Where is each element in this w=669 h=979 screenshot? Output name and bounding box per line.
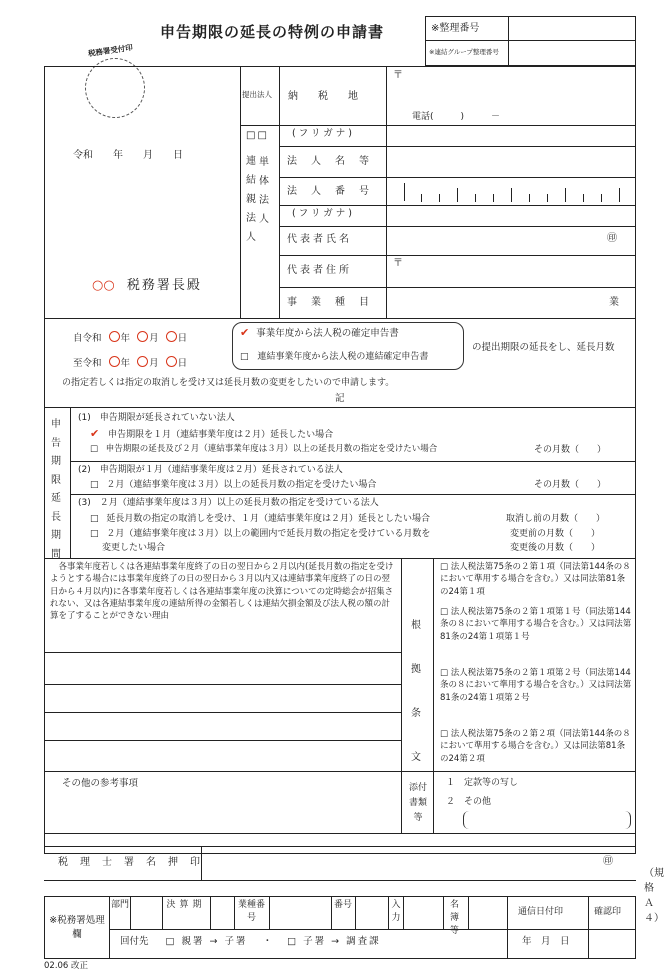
address-label: 納 税 地: [288, 91, 363, 102]
date-line: 令和 年 月 日: [73, 150, 183, 161]
s3-b-before: 変更前の月数（ ）: [510, 529, 601, 539]
reason-field[interactable]: [48, 655, 398, 769]
s3-a-months: 取消し前の月数（ ）: [506, 514, 606, 524]
other-label: その他の参考事項: [62, 778, 139, 789]
s1-title: (1) 申告期限が延長されていない法人: [78, 413, 235, 423]
corp-number-label: 法 人 番 号: [287, 186, 371, 197]
to-month-mark: [137, 356, 148, 367]
s2-a-months: その月数（ ）: [534, 480, 607, 490]
single-corp-checkbox[interactable]: □: [246, 130, 256, 141]
option-1[interactable]: ✔ 事業年度から法人税の確定申告書: [240, 326, 399, 339]
receipt-stamp-label: 税務署受付印: [87, 42, 134, 59]
consol-corp-checkbox[interactable]: □: [257, 130, 267, 141]
s3-title: (3) ２月（連結事業年度は３月）以上の延長月数の指定を受けている法人: [78, 498, 379, 508]
basis-label: 根拠条文: [411, 620, 421, 763]
route-line: 回付先 □ 親署 → 子署 ・ □ 子署 → 調査課: [120, 936, 381, 947]
from-month-mark: [137, 331, 148, 342]
tax-accountant-seal: ㊞: [603, 856, 613, 867]
rep-name-label: 代表者氏名: [287, 234, 352, 245]
option-2[interactable]: □ 連結事業年度から法人税の連結確定申告書: [240, 352, 429, 362]
extension-side-label: 申告期限延長期間: [51, 419, 61, 560]
business-label: 事 業 種 目: [287, 297, 371, 308]
s1-b-months: その月数（ ）: [534, 445, 607, 455]
office-marks: ○○: [92, 278, 115, 293]
s2-a-box[interactable]: □: [90, 480, 99, 490]
to-year-mark: [109, 356, 120, 367]
period-from: 自令和 年 月 日: [73, 333, 188, 344]
seal-mark-1: ㊞: [607, 233, 617, 244]
form-title: 申告期限の延長の特例の申請書: [160, 23, 385, 41]
office-date: 年 月 日: [522, 936, 570, 947]
s3-b-line2: 変更したい場合: [102, 543, 166, 553]
single-consol-checkboxes: [246, 130, 267, 141]
postal-mark-1: 〒: [393, 70, 403, 81]
route-option-2[interactable]: □ 子署 → 調査課: [287, 936, 381, 947]
col-kessanki: 決算期: [166, 900, 206, 910]
col-meibo: 名簿等: [449, 900, 462, 936]
ref-seiri-field[interactable]: [510, 18, 634, 39]
to-day-mark: [166, 356, 177, 367]
from-day-mark: [166, 331, 177, 342]
period-to: 至令和 年 月 日: [73, 358, 188, 369]
business-field[interactable]: [390, 289, 605, 316]
office-label: 税務署長殿: [126, 278, 202, 293]
basis-item-1[interactable]: □ 法人税法第75条の２第１項（同法第144条の８において準用する場合を含む。）又は同法第81条の24第１項: [440, 562, 631, 597]
corp-number-field[interactable]: [400, 180, 630, 204]
s1-a-check[interactable]: ✔: [90, 427, 100, 440]
attach-label: 添付書類等: [408, 783, 427, 823]
corp-name-label: 法 人 名 等: [287, 156, 371, 167]
s3-option-a[interactable]: □ 延長月数の指定の取消しを受け、１月（連結事業年度は２月）延長としたい場合: [90, 514, 431, 524]
option-1-check[interactable]: ✔: [240, 326, 250, 339]
ref-group-label: ※連結グループ整理番号: [429, 48, 499, 56]
single-corp-label: 単体法人: [259, 157, 269, 225]
col-bango: 番号: [333, 900, 352, 910]
basis-item-2[interactable]: □ 法人税法第75条の２第１項第１号（同法第144条の８において準用する場合を含む。）又は同法第81条の24第１項第１号: [440, 607, 632, 642]
basis-item-3[interactable]: □ 法人税法第75条の２第１項第２号（同法第144条の８において準用する場合を含む。）又は同法第81条の24第１項第２号: [440, 668, 632, 703]
receipt-stamp-circle: [85, 58, 145, 118]
rep-address-field[interactable]: [405, 258, 630, 285]
ref-seiri-label: ※整理番号: [431, 23, 480, 34]
s1-b-box[interactable]: □: [90, 444, 99, 454]
route-option-1[interactable]: □ 親署 → 子署: [165, 936, 248, 947]
other-field[interactable]: [48, 792, 398, 830]
size-note: （規格Ａ４）: [644, 868, 664, 924]
rep-name-field[interactable]: [390, 228, 600, 253]
office-name: [92, 279, 202, 294]
col-gyoshu: 業種番号: [237, 900, 265, 923]
attach-other-field[interactable]: [463, 811, 631, 829]
revision-note: 02.06 改正: [44, 961, 89, 971]
s2-title: (2) 申告期限が１月（連結事業年度は２月）延長されている法人: [78, 465, 343, 475]
attach-2: ２ その他: [446, 797, 492, 807]
address-field[interactable]: [400, 80, 630, 108]
s1-option-b[interactable]: □ 申告期限の延長及び２月（連結事業年度は３月）以上の延長月数の指定を受けたい場合: [90, 444, 438, 454]
s3-a-box[interactable]: □: [90, 514, 99, 524]
business-suffix: 業: [609, 297, 619, 308]
postal-mark-2: 〒: [393, 258, 403, 269]
rep-address-label: 代表者住所: [287, 265, 352, 276]
s3-b-box[interactable]: □: [90, 529, 99, 539]
period-suffix: の提出期限の延長をし、延長月数: [472, 342, 615, 353]
tax-accountant-field[interactable]: [205, 849, 595, 877]
s3-b-after: 変更後の月数（ ）: [510, 543, 601, 553]
col-tsushin: 通信日付印: [518, 907, 564, 917]
corp-name-field[interactable]: [390, 148, 630, 175]
period-line-2: の指定若しくは指定の取消しを受け又は延長月数の変更をしたいので申請します。: [62, 378, 395, 388]
col-nyuryoku: 入力: [391, 900, 401, 923]
attach-1: １ 定款等の写し: [446, 778, 519, 788]
col-bumon: 部門: [111, 900, 130, 910]
col-kakunin: 確認印: [594, 907, 622, 917]
reason-text: 各事業年度若しくは各連結事業年度終了の日の翌日から２月以内(延長月数の指定を受けようとする場合には事業年度終了の日の翌日から３月以内又は連結事業年度終了の日の翌日から４月以内)に各事業年度若しくは各連結事業年度の決算についての定時総会が招集されない、又は各連結事業年度の連結所得の金額若しくは連結欠損金額及び法人税の額の計算を了することができない理由: [50, 562, 394, 622]
s1-option-a[interactable]: ✔ 申告期限を１月（連結事業年度は２月）延長したい場合: [90, 427, 334, 440]
from-year-mark: [109, 331, 120, 342]
basis-item-4[interactable]: □ 法人税法第75条の２第２項（同法第144条の８において準用する場合を含む。）又は同法第81条の24第２項: [440, 729, 631, 764]
tel-field: 電話( ) －: [412, 112, 501, 122]
office-use-label: ※税務署処理欄: [49, 915, 105, 940]
tax-accountant-label: 税 理 士 署 名 押 印: [58, 857, 201, 868]
furigana-label-2: (フリガナ): [292, 208, 355, 219]
ref-group-field[interactable]: [510, 42, 634, 64]
ki-label: 記: [335, 393, 345, 404]
s3-option-b[interactable]: □ ２月（連結事業年度は３月）以上の範囲内で延長月数の指定を受けている月数を: [90, 529, 431, 539]
s2-option-a[interactable]: □ ２月（連結事業年度は３月）以上の延長月数の指定を受けたい場合: [90, 480, 377, 490]
submit-label: 提出法人: [242, 90, 272, 99]
furigana-label-1: (フリガナ): [292, 128, 355, 139]
option-2-check[interactable]: □: [240, 352, 249, 362]
consol-parent-label: 連結親法人: [246, 156, 256, 243]
